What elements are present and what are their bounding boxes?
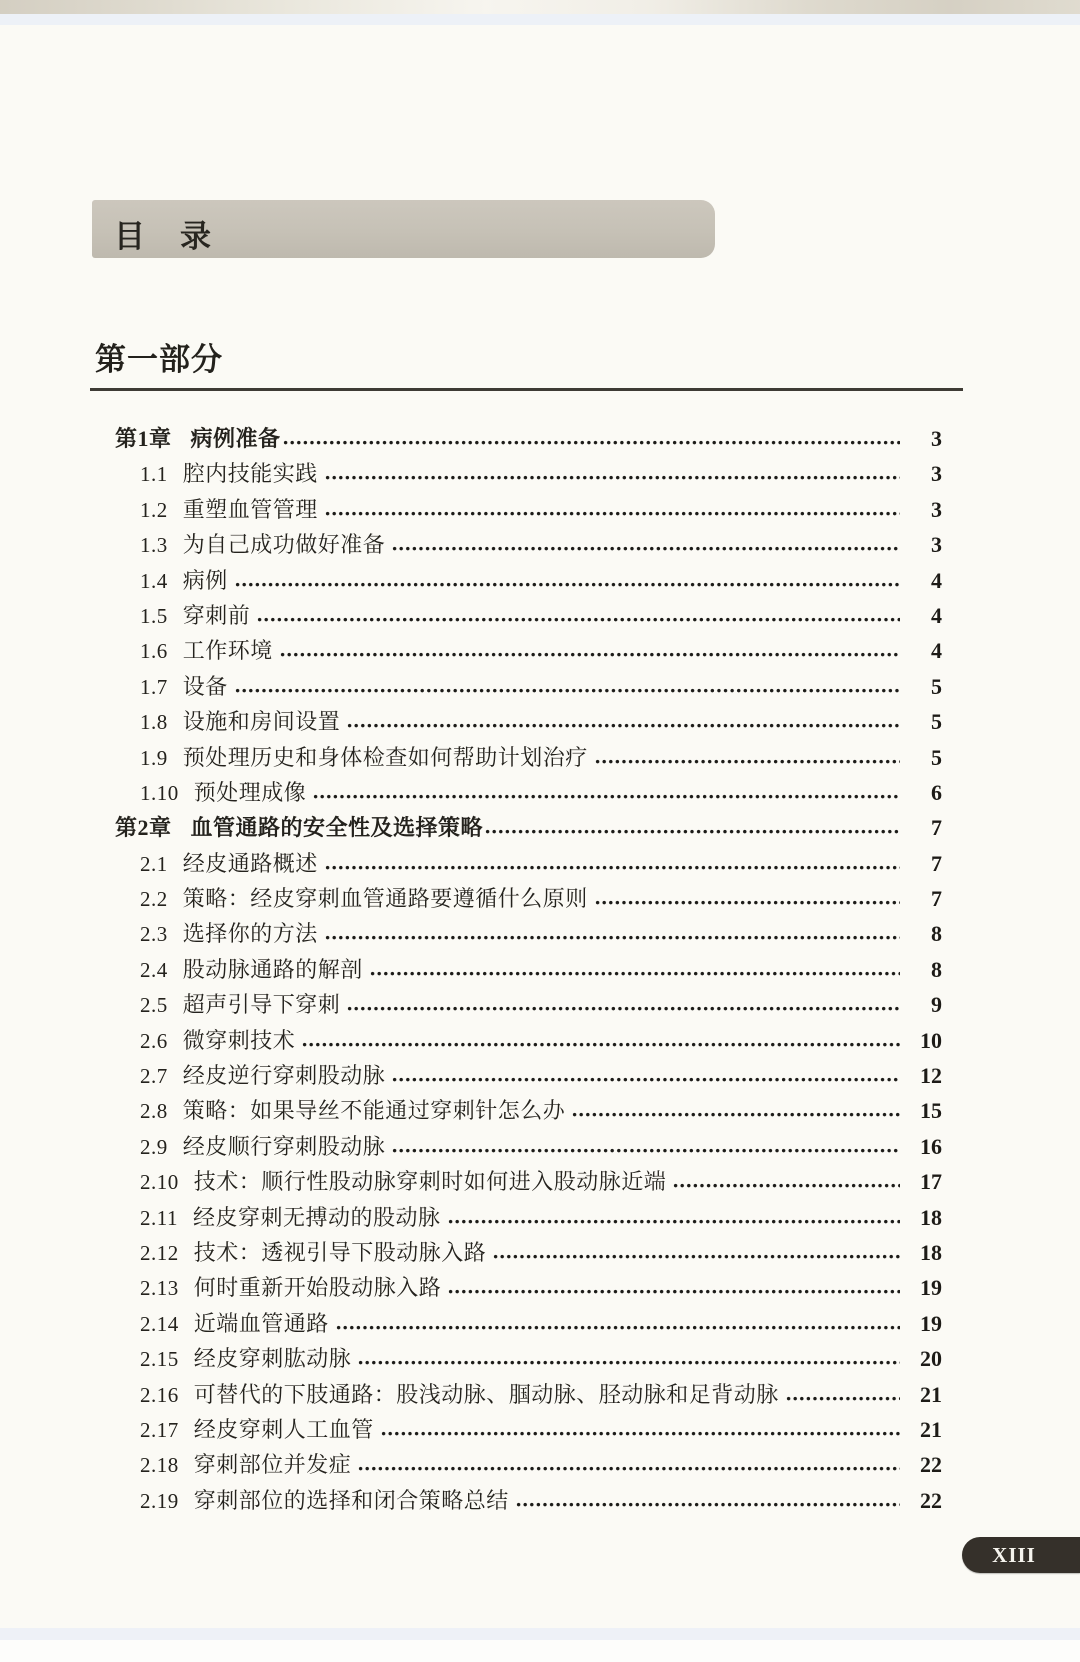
toc-entry-page: 21 [920,1416,942,1442]
toc-entry-title: 经皮顺行穿刺股动脉 [182,1133,386,1159]
toc-entry-page: 15 [920,1098,942,1124]
dot-leader [572,1112,900,1118]
toc-entry-number: 第1章 [115,426,172,451]
dot-leader [673,1183,900,1189]
toc-entry-number: 2.4 [140,957,168,982]
toc-entry-number: 2.16 [140,1382,179,1407]
toc-entry-number: 1.9 [140,745,168,770]
toc-entry [90,847,942,882]
toc-entry-title: 股动脉通路的解剖 [182,956,363,982]
toc-entry-number: 2.5 [140,993,168,1018]
toc-entry-title: 技术：顺行性股动脉穿刺时如何进入股动脉近端 [193,1169,667,1195]
toc-entry [90,1094,942,1129]
dot-leader [257,617,900,623]
dot-leader [325,935,900,941]
toc-entry-number: 2.17 [140,1417,179,1442]
toc-entry [90,493,942,528]
dot-leader [347,723,900,729]
toc-entry-title: 经皮穿刺无搏动的股动脉 [192,1204,441,1230]
toc-entry-title: 穿刺部位的选择和闭合策略总结 [193,1487,509,1513]
toc-entry [90,741,942,776]
toc-entry-title: 经皮通路概述 [182,850,318,876]
toc-entry [90,1059,942,1094]
toc-entry-title: 何时重新开始股动脉入路 [193,1275,442,1301]
part-divider-rule [90,388,963,391]
toc-entry-title: 超声引导下穿刺 [182,992,341,1018]
dot-leader [280,652,900,658]
toc-entry-title: 经皮穿刺人工血管 [193,1416,374,1442]
toc-entry [90,1236,942,1271]
dot-leader [313,794,900,800]
dot-leader [325,475,900,481]
toc-entry-page: 10 [920,1027,942,1053]
toc-entry-title: 预处理成像 [193,779,307,805]
toc-entry-page: 6 [931,779,942,805]
toc-entry-number: 2.11 [140,1205,178,1230]
toc-entry-title: 腔内技能实践 [182,461,318,487]
dot-leader [325,865,900,871]
toc-entry-page: 9 [931,992,942,1018]
toc-entry-page: 17 [920,1169,942,1195]
toc-entry [90,1307,942,1342]
toc-entry-page: 4 [931,638,942,664]
toc-entry [90,953,942,988]
toc-entry-page: 3 [931,532,942,558]
dot-leader [392,1077,900,1083]
toc-entry-number: 1.6 [140,639,168,664]
toc-entry-page: 4 [931,602,942,628]
dot-leader [448,1219,901,1225]
toc-entry-page: 20 [920,1346,942,1372]
toc-entry-title: 近端血管通路 [193,1310,329,1336]
toc-entry-number: 1.3 [140,533,168,558]
toc-entry-title: 重塑血管管理 [182,496,318,522]
dot-leader [347,1006,900,1012]
toc-entry-page: 21 [920,1381,942,1407]
toc-entry-title: 工作环境 [182,638,273,664]
toc-entry [90,811,942,846]
toc-entry-number: 2.8 [140,1099,168,1124]
dot-leader [235,582,900,588]
dot-leader [370,971,900,977]
toc-entry-title: 可替代的下肢通路：股浅动脉、腘动脉、胫动脉和足背动脉 [193,1381,779,1407]
toc-entry [90,670,942,705]
toc-header-title: 目 录 [114,218,213,254]
toc-entry [90,634,942,669]
dot-leader [448,1289,900,1295]
toc-entry-number: 1.7 [140,674,168,699]
toc-entry-page: 12 [920,1063,942,1089]
toc-entry-number: 2.18 [140,1453,179,1478]
toc-entry-page: 5 [931,744,942,770]
toc-entry-title: 为自己成功做好准备 [182,532,386,558]
toc-entry-page: 22 [920,1452,942,1478]
toc-entry-number: 1.8 [140,710,168,735]
toc-entry-title: 病例准备 [190,426,281,451]
dot-leader [358,1360,900,1366]
dot-leader [485,829,900,835]
toc-entry-title: 预处理历史和身体检查如何帮助计划治疗 [182,744,588,770]
scan-artifact-bottom-band [0,1628,1080,1640]
toc-entry [90,1130,942,1165]
toc-entry-page: 22 [920,1487,942,1513]
toc-entry [90,1413,942,1448]
toc-entry-title: 病例 [182,567,228,593]
toc-entry [90,1165,942,1200]
toc-entry-number: 1.5 [140,603,168,628]
toc-entry-title: 设备 [182,673,228,699]
toc-entry-number: 2.13 [140,1276,179,1301]
toc-entry-page: 18 [920,1204,942,1230]
toc-entry-page: 16 [920,1133,942,1159]
scan-artifact-top-band [0,14,1080,25]
dot-leader [392,546,900,552]
scan-artifact-bottom-edge [0,1640,1080,1662]
toc-entry-number: 1.10 [140,780,179,805]
toc-entry-title: 血管通路的安全性及选择策略 [190,815,484,841]
dot-leader [381,1431,900,1437]
toc-entry [90,1342,942,1377]
toc-entry-title: 穿刺前 [182,602,251,628]
toc-entry [90,705,942,740]
toc-entry-number: 2.15 [140,1347,179,1372]
toc-entry [90,457,942,492]
toc-entry-title: 选择你的方法 [182,921,318,947]
toc-entry [90,564,942,599]
toc-header-banner [92,200,715,258]
dot-leader [358,1466,900,1472]
toc-entry-title: 设施和房间设置 [182,709,341,735]
dot-leader [392,1148,900,1154]
toc-entry-page: 18 [920,1239,942,1265]
toc-entry-page: 7 [931,850,942,876]
toc-entry-number: 1.2 [140,497,168,522]
toc-entry [90,1024,942,1059]
page-folio-number: XIII [992,1542,1036,1567]
toc-entry-title: 策略：经皮穿刺血管通路要遵循什么原则 [182,886,588,912]
dot-leader [336,1325,900,1331]
toc-entry [90,917,942,952]
toc-entry-number: 2.9 [140,1134,168,1159]
toc-entry [90,776,942,811]
toc-entry-page: 3 [931,426,942,451]
toc-entry-number: 2.3 [140,922,168,947]
toc-entry-page: 8 [931,956,942,982]
toc-entry [90,882,942,917]
toc-entry-title: 微穿刺技术 [182,1027,296,1053]
toc-entry-page: 3 [931,496,942,522]
dot-leader [493,1254,900,1260]
toc-entry-number: 2.6 [140,1028,168,1053]
toc-entry-number: 1.1 [140,462,168,487]
toc-list [90,422,942,1519]
toc-entry-title: 技术：透视引导下股动脉入路 [193,1239,487,1265]
scan-artifact-top [0,0,1080,14]
toc-entry [90,422,942,457]
toc-entry-page: 5 [931,709,942,735]
toc-entry [90,1448,942,1483]
page-folio-badge [962,1537,1080,1573]
toc-entry [90,1378,942,1413]
dot-leader [302,1042,900,1048]
toc-entry-number: 2.19 [140,1488,179,1513]
toc-entry-number: 2.10 [140,1170,179,1195]
toc-entry-number: 第2章 [115,815,172,841]
toc-entry-page: 19 [920,1310,942,1336]
toc-entry-number: 2.2 [140,887,168,912]
toc-entry [90,528,942,563]
toc-entry-page: 19 [920,1275,942,1301]
toc-entry [90,1271,942,1306]
toc-entry-title: 策略：如果导丝不能通过穿刺针怎么办 [182,1098,566,1124]
toc-entry-number: 2.1 [140,851,168,876]
toc-entry-number: 2.14 [140,1311,179,1336]
dot-leader [786,1396,900,1402]
toc-entry-number: 1.4 [140,568,168,593]
part-title: 第一部分 [95,342,223,377]
dot-leader [325,511,900,517]
dot-leader [235,688,900,694]
dot-leader [283,440,900,446]
dot-leader [595,759,900,765]
toc-entry-page: 8 [931,921,942,947]
dot-leader [516,1502,900,1508]
dot-leader [595,900,900,906]
toc-entry-title: 经皮逆行穿刺股动脉 [182,1063,386,1089]
toc-entry-page: 5 [931,673,942,699]
toc-entry-number: 2.12 [140,1240,179,1265]
toc-entry-page: 7 [931,886,942,912]
toc-entry-page: 3 [931,461,942,487]
toc-entry-page: 7 [931,815,942,841]
toc-entry [90,599,942,634]
toc-entry [90,1201,942,1236]
toc-entry-title: 经皮穿刺肱动脉 [193,1346,352,1372]
toc-entry [90,988,942,1023]
toc-entry-title: 穿刺部位并发症 [193,1452,352,1478]
toc-entry-page: 4 [931,567,942,593]
toc-entry [90,1484,942,1519]
toc-entry-number: 2.7 [140,1064,168,1089]
